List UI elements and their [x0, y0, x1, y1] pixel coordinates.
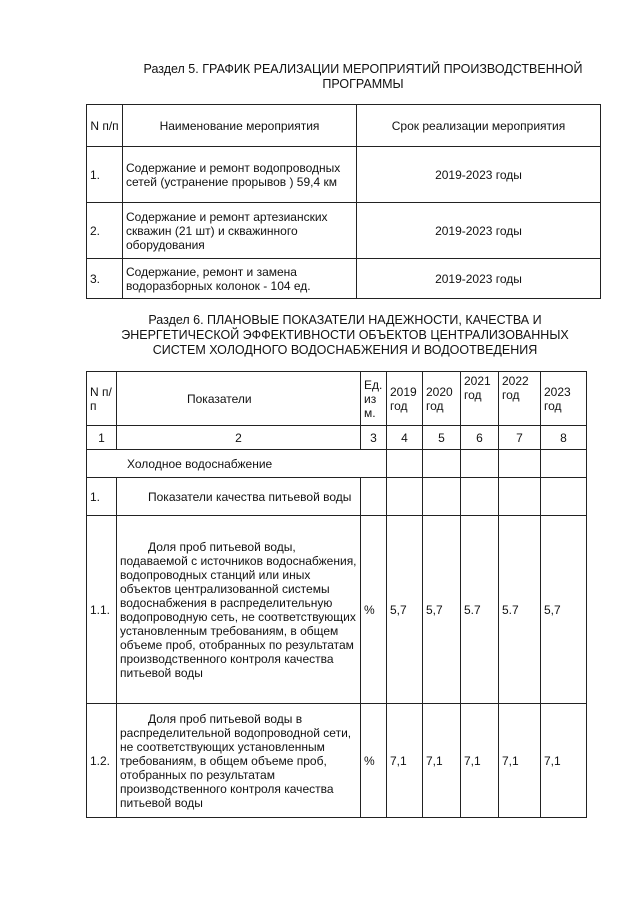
row-num: 1.1. [87, 516, 117, 704]
subgroup-row [87, 478, 587, 516]
empty-cell [541, 478, 587, 516]
row-name: Содержание, ремонт и замена водоразборных колонок - 104 ед. [123, 259, 357, 299]
row-value-2022: 7,1 [499, 704, 541, 818]
table-row [87, 259, 601, 299]
empty-cell [499, 478, 541, 516]
empty-cell [499, 450, 541, 478]
row-value-2022: 5.7 [499, 516, 541, 704]
row-num: 2. [87, 203, 123, 259]
header-2019: 2019 год [387, 372, 423, 426]
table-row [87, 147, 601, 203]
row-value-2021: 7,1 [461, 704, 499, 818]
header-2022: 2022 год [499, 372, 541, 426]
row-unit: % [361, 704, 387, 818]
indicators-table [86, 371, 587, 818]
group-row [87, 450, 587, 478]
row-value-2020: 7,1 [423, 704, 461, 818]
col-number: 6 [461, 426, 499, 450]
column-numbers-row [87, 426, 587, 450]
header-unit: Ед. из м. [361, 372, 387, 426]
col-number: 2 [117, 426, 361, 450]
header-name: Наименование мероприятия [123, 105, 357, 147]
empty-cell [423, 478, 461, 516]
row-period: 2019-2023 годы [357, 203, 601, 259]
row-name: Содержание и ремонт водопроводных сетей (устранение прорывов ) 59,4 км [123, 147, 357, 203]
empty-cell [423, 450, 461, 478]
row-name: Доля проб питьевой воды, подаваемой с источников водоснабжения, водопроводных станций или иных объектов централизованной системы водоснабжения в распределительную водопроводную сеть, не соответствующих установленным требованиям, в общем объеме проб, отобранных по результатам производственного контроля качества питьевой воды [117, 516, 361, 704]
row-num: 3. [87, 259, 123, 299]
header-2020: 2020 год [423, 372, 461, 426]
section5-title: Раздел 5. ГРАФИК РЕАЛИЗАЦИИ МЕРОПРИЯТИЙ ПРОИЗВОДСТВЕННОЙ ПРОГРАММЫ [143, 62, 583, 91]
row-num: 1. [87, 147, 123, 203]
row-name: Содержание и ремонт артезианских скважин (21 шт) и скважинного оборудования [123, 203, 357, 259]
empty-cell [461, 478, 499, 516]
col-number: 4 [387, 426, 423, 450]
row-period: 2019-2023 годы [357, 147, 601, 203]
header-2021: 2021 год [461, 372, 499, 426]
production-program-table [86, 104, 601, 299]
header-indicator: Показатели [117, 372, 361, 426]
table-row [87, 516, 587, 704]
row-value-2021: 5.7 [461, 516, 499, 704]
empty-cell [361, 478, 387, 516]
col-number: 1 [87, 426, 117, 450]
table-row [87, 203, 601, 259]
empty-cell [387, 478, 423, 516]
header-period: Срок реализации мероприятия [357, 105, 601, 147]
subgroup-name: Показатели качества питьевой воды [117, 478, 361, 516]
row-name: Доля проб питьевой воды в распределительной водопроводной сети, не соответствующих установленным требованиям, в общем объеме проб, отобранных по результатам производственного контроля качества питьевой воды [117, 704, 361, 818]
col-number: 5 [423, 426, 461, 450]
col-number: 7 [499, 426, 541, 450]
empty-cell [541, 450, 587, 478]
row-value-2019: 5,7 [387, 516, 423, 704]
col-number: 8 [541, 426, 587, 450]
table-row [87, 704, 587, 818]
header-2023: 2023 год [541, 372, 587, 426]
header-num: N п/п [87, 372, 117, 426]
row-value-2019: 7,1 [387, 704, 423, 818]
col-number: 3 [361, 426, 387, 450]
section6-title: Раздел 6. ПЛАНОВЫЕ ПОКАЗАТЕЛИ НАДЕЖНОСТИ, КАЧЕСТВА И ЭНЕРГЕТИЧЕСКОЙ ЭФФЕКТИВНОСТИ ОБЪЕКТОВ ЦЕНТРАЛИЗОВАННЫХ СИСТЕМ ХОЛОДНОГО ВОДОСНАБЖЕНИЯ И ВОДООТВЕДЕНИЯ [121, 313, 569, 357]
group-title: Холодное водоснабжение [87, 450, 387, 478]
row-value-2023: 5,7 [541, 516, 587, 704]
row-value-2020: 5,7 [423, 516, 461, 704]
empty-cell [461, 450, 499, 478]
row-period: 2019-2023 годы [357, 259, 601, 299]
empty-cell [387, 450, 423, 478]
row-num: 1.2. [87, 704, 117, 818]
row-value-2023: 7,1 [541, 704, 587, 818]
table-header-row [87, 105, 601, 147]
row-unit: % [361, 516, 387, 704]
table-header-row [87, 372, 587, 426]
header-num: N п/п [87, 105, 123, 147]
subgroup-num: 1. [87, 478, 117, 516]
